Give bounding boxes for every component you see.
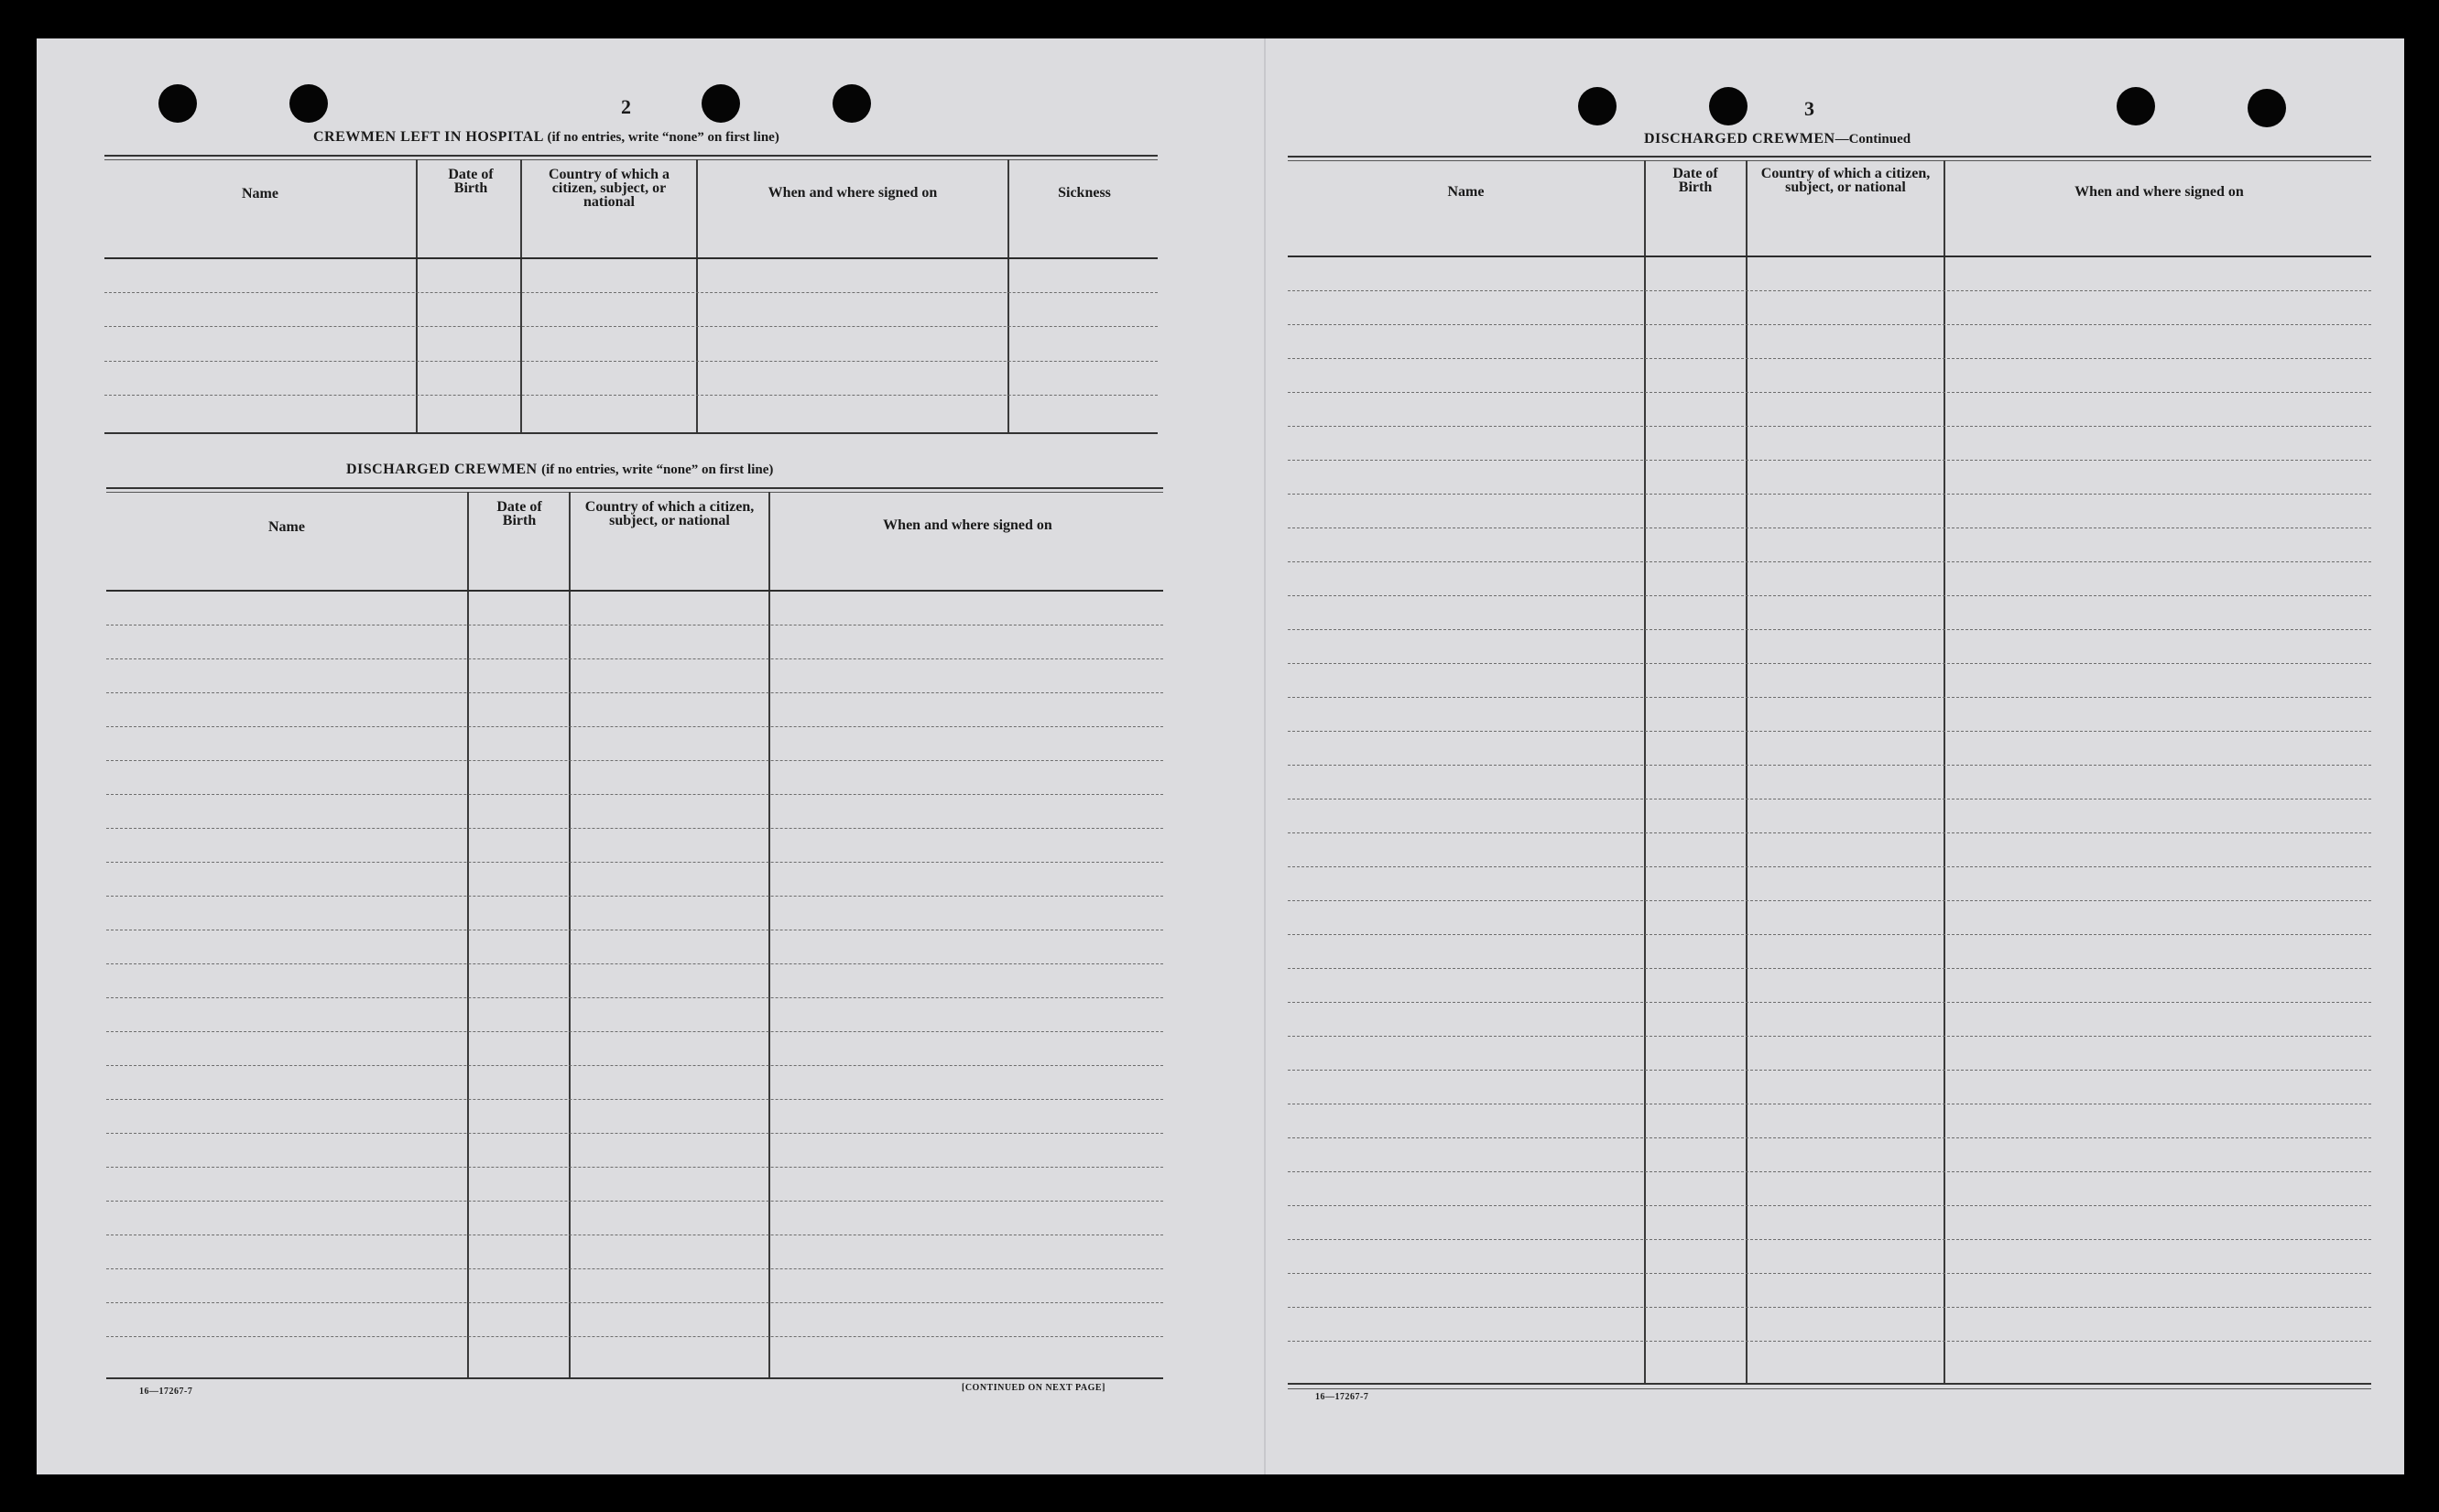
hospital-table <box>104 155 1158 471</box>
col-header-name: Name <box>1447 184 1485 200</box>
punch-hole <box>1578 87 1617 125</box>
form-number-right: 16—17267-7 <box>1315 1392 1369 1402</box>
form-number-left: 16—17267-7 <box>139 1387 193 1397</box>
discharged-instruction: (if no entries, write “none” on first line) <box>541 462 774 477</box>
page-number-left: 2 <box>621 95 631 118</box>
discharged-continued-title <box>1644 131 1911 147</box>
page-number-right: 3 <box>1804 97 1814 120</box>
discharged-table <box>106 487 1163 1421</box>
hospital-instruction: (if no entries, write “none” on first line) <box>547 130 779 145</box>
discharged-title-text: DISCHARGED CREWMEN <box>346 462 538 477</box>
col-header-country: Country of which a citizen, subject, or national <box>548 167 670 210</box>
continued-suffix: —Continued <box>1835 132 1911 147</box>
punch-hole <box>833 84 871 123</box>
punch-hole <box>158 84 197 123</box>
col-header-signed-on: When and where signed on <box>883 517 1052 533</box>
punch-hole <box>2117 87 2155 125</box>
col-header-name: Name <box>268 519 305 535</box>
col-header-signed-on: When and where signed on <box>2074 184 2244 200</box>
col-header-dob: Date of Birth <box>1672 166 1718 195</box>
punch-hole <box>1709 87 1748 125</box>
punch-hole <box>2248 89 2286 127</box>
punch-hole <box>702 84 740 123</box>
hospital-section-title <box>313 129 779 146</box>
col-header-country: Country of which a citizen, subject, or national <box>1760 166 1931 195</box>
punch-hole <box>289 84 328 123</box>
col-header-dob: Date of Birth <box>496 499 542 528</box>
col-header-sickness: Sickness <box>1058 185 1111 201</box>
document-sheet <box>37 38 2404 1474</box>
col-header-country: Country of which a citizen, subject, or national <box>584 499 755 528</box>
discharged-continued-table <box>1288 156 2371 1429</box>
col-header-signed-on: When and where signed on <box>768 185 938 201</box>
continued-note: [CONTINUED ON NEXT PAGE] <box>962 1383 1105 1393</box>
col-header-dob: Date of Birth <box>448 167 494 196</box>
discharged-section-title <box>346 462 773 478</box>
discharged-continued-title-text: DISCHARGED CREWMEN <box>1644 131 1835 147</box>
col-header-name: Name <box>242 186 278 201</box>
hospital-title-text: CREWMEN LEFT IN HOSPITAL <box>313 129 544 145</box>
page-fold <box>1264 38 1266 1474</box>
